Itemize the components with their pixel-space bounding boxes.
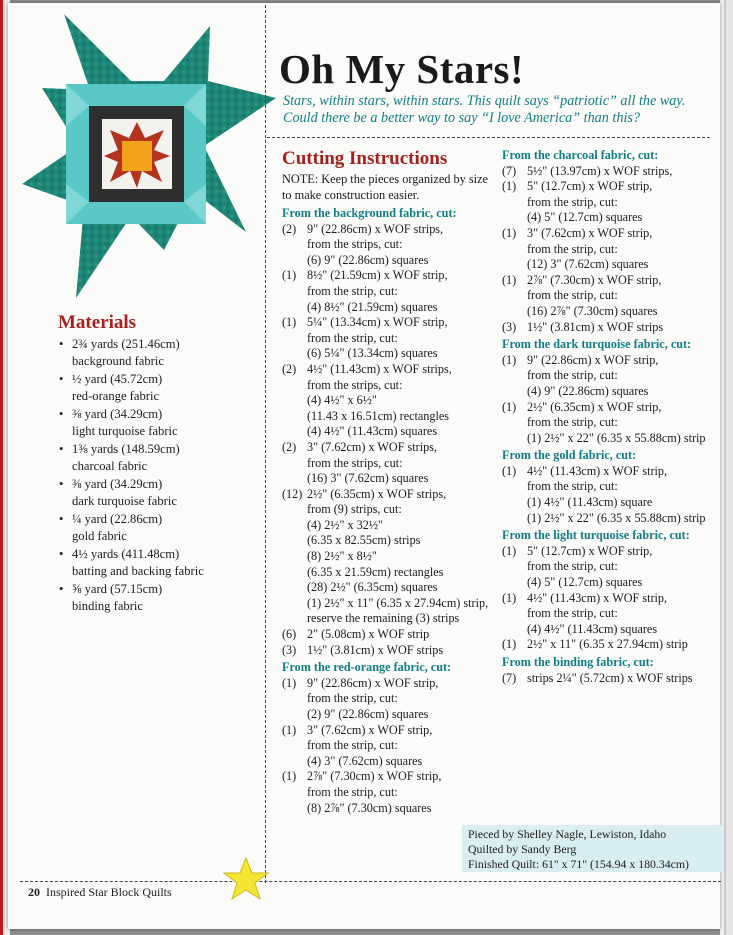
section-heading: From the binding fabric, cut: — [502, 655, 654, 669]
quilt-star-image — [14, 6, 282, 304]
material-item — [58, 511, 204, 545]
section-heading: From the light turquoise fabric, cut: — [502, 528, 690, 543]
entry-line: 4½" (11.43cm) x WOF strip, — [527, 590, 668, 605]
entry-line: 2½" (6.35cm) x WOF strips, — [307, 486, 447, 501]
entry-line: 8½" (21.59cm) x WOF strip, — [307, 268, 448, 283]
entry-line: (28) 2½" (6.35cm) squares — [307, 580, 438, 595]
cutting-entry — [502, 544, 717, 591]
entry-line: from the strip, cut: — [307, 784, 398, 799]
cutting-entry — [502, 637, 717, 653]
title-divider — [267, 137, 710, 138]
entry-line: (11.43 x 16.51cm) rectangles — [307, 408, 450, 423]
entry-quantity: (1) — [502, 272, 517, 287]
entry-quantity: (1) — [502, 637, 517, 652]
entry-line: 1½" (3.81cm) x WOF strips — [527, 319, 664, 334]
entry-quantity: (3) — [502, 319, 517, 334]
material-line2: gold fabric — [72, 529, 127, 543]
entry-line: 9" (22.86cm) x WOF strip, — [307, 675, 439, 690]
entry-quantity: (1) — [282, 722, 297, 737]
entry-line: (4) 4½" (11.43cm) squares — [527, 621, 658, 636]
cutting-column-2 — [502, 148, 717, 688]
cutting-entry — [282, 315, 497, 362]
entry-line: (6) 5¼" (13.34cm) squares — [307, 346, 438, 361]
page-footer — [28, 885, 172, 900]
entry-line: from the strip, cut: — [527, 415, 618, 430]
entry-quantity: (12) — [282, 486, 303, 501]
entry-line: 5" (12.7cm) x WOF strip, — [527, 179, 653, 194]
section-heading: From the dark turquoise fabric, cut: — [502, 337, 692, 352]
section-heading: From the gold fabric, cut: — [502, 448, 637, 463]
entry-line: (1) 2½" x 22" (6.35 x 55.88cm) strip — [527, 430, 706, 445]
entry-line: from the strip, cut: — [527, 288, 618, 303]
entry-quantity: (6) — [282, 627, 297, 642]
material-item — [58, 476, 204, 510]
material-line1: • ⅝ yard (57.15cm) — [72, 582, 163, 596]
section-heading: From the charcoal fabric, cut: — [502, 148, 659, 162]
cutting-entry — [502, 179, 717, 226]
cutting-entry — [502, 591, 717, 638]
cutting-entry — [502, 320, 717, 336]
entry-line: from the strip, cut: — [527, 194, 618, 209]
material-line1: • 4½ yards (411.48cm) — [72, 547, 180, 561]
material-line1: • ½ yard (45.72cm) — [72, 372, 163, 386]
page-title: Oh My Stars! — [279, 46, 525, 92]
entry-line: (1) 2½" x 22" (6.35 x 55.88cm) strip — [527, 510, 706, 525]
cutting-entry — [502, 164, 717, 180]
entry-line: reserve the remaining (3) strips — [307, 611, 460, 626]
entry-line: 3" (7.62cm) x WOF strip, — [307, 722, 433, 737]
credit-pieced: Pieced by Shelley Nagle, Lewiston, Idaho — [468, 827, 667, 841]
cutting-entry — [502, 400, 717, 447]
cutting-entry — [282, 268, 497, 315]
entry-line: 1½" (3.81cm) x WOF strips — [307, 642, 444, 657]
entry-line: (4) 5" (12.7cm) squares — [527, 575, 643, 590]
entry-line: (6.35 x 21.59cm) rectangles — [307, 564, 444, 579]
entry-line: (16) 2⅞" (7.30cm) squares — [527, 303, 658, 318]
entry-quantity: (1) — [282, 268, 297, 283]
entry-line: 5½" (13.97cm) x WOF strips, — [527, 163, 673, 178]
credit-finished: Finished Quilt: 61" x 71" (154.94 x 180.34cm) — [468, 857, 689, 871]
entry-line: 3" (7.62cm) x WOF strips, — [307, 439, 438, 454]
cutting-entry — [282, 362, 497, 440]
material-line1: • ⅜ yard (34.29cm) — [72, 407, 163, 421]
material-line1: • ¼ yard (22.86cm) — [72, 512, 163, 526]
entry-line: 9" (22.86cm) x WOF strip, — [527, 352, 659, 367]
gold-star-icon — [222, 856, 270, 902]
entry-quantity: (7) — [502, 670, 517, 685]
cutting-entry — [282, 723, 497, 770]
entry-line: from the strips, cut: — [307, 237, 403, 252]
entry-line: (6) 9" (22.86cm) squares — [307, 252, 429, 267]
book-title: Inspired Star Block Quilts — [46, 885, 172, 899]
entry-quantity: (1) — [282, 675, 297, 690]
entry-line: 2" (5.08cm) x WOF strip — [307, 627, 430, 642]
entry-line: (4) 3" (7.62cm) squares — [307, 753, 423, 768]
cutting-section — [502, 528, 717, 653]
credits-box — [462, 825, 723, 872]
entry-line: (12) 3" (7.62cm) squares — [527, 257, 649, 272]
section-heading: From the background fabric, cut: — [282, 206, 457, 220]
entry-line: 2⅞" (7.30cm) x WOF strip, — [527, 272, 662, 287]
entry-quantity: (3) — [282, 642, 297, 657]
entry-line: 4½" (11.43cm) x WOF strip, — [527, 463, 668, 478]
entry-line: (16) 3" (7.62cm) squares — [307, 471, 429, 486]
entry-quantity: (1) — [282, 769, 297, 784]
cutting-section — [502, 148, 717, 335]
cutting-section — [502, 655, 717, 686]
entry-line: from the strip, cut: — [527, 241, 618, 256]
vertical-divider — [265, 5, 266, 883]
entry-quantity: (2) — [282, 221, 297, 236]
cutting-heading: Cutting Instructions — [282, 148, 448, 169]
material-line1: • 1⅜ yards (148.59cm) — [72, 442, 180, 456]
entry-quantity: (1) — [502, 179, 517, 194]
materials-heading: Materials — [58, 312, 137, 333]
material-item — [58, 336, 204, 370]
cutting-entry — [282, 676, 497, 723]
entry-line: 9" (22.86cm) x WOF strips, — [307, 221, 444, 236]
entry-line: (1) 4½" (11.43cm) square — [527, 495, 653, 510]
cutting-entry — [502, 226, 717, 273]
cutting-section — [502, 448, 717, 526]
material-line2: binding fabric — [72, 599, 143, 613]
material-line2: batting and backing fabric — [72, 564, 204, 578]
entry-quantity: (1) — [502, 543, 517, 558]
cutting-entry — [282, 627, 497, 643]
materials-list — [58, 336, 204, 616]
entry-line: from the strip, cut: — [527, 559, 618, 574]
entry-line: from the strip, cut: — [307, 330, 398, 345]
entry-line: from the strip, cut: — [307, 283, 398, 298]
entry-quantity: (1) — [502, 399, 517, 414]
material-line1: • ⅜ yard (34.29cm) — [72, 477, 163, 491]
entry-line: (4) 9" (22.86cm) squares — [527, 383, 649, 398]
subtitle: Stars, within stars, within stars. This quilt says “patriotic” all the way. Could there be a better way to say “I love America” than this? — [283, 93, 686, 126]
entry-line: (2) 9" (22.86cm) squares — [307, 707, 429, 721]
entry-line: (1) 2½" x 11" (6.35 x 27.94cm) strip, — [307, 595, 489, 610]
cutting-section — [502, 337, 717, 446]
entry-line: 4½" (11.43cm) x WOF strips, — [307, 361, 452, 376]
entry-line: 2½" x 11" (6.35 x 27.94cm) strip — [527, 637, 688, 652]
material-line2: charcoal fabric — [72, 459, 148, 473]
material-line2: dark turquoise fabric — [72, 494, 177, 508]
material-line1: • 2¾ yards (251.46cm) — [72, 337, 180, 351]
entry-line: 3" (7.62cm) x WOF strip, — [527, 225, 653, 240]
cutting-entry — [282, 643, 497, 659]
entry-line: (4) 5" (12.7cm) squares — [527, 210, 643, 225]
cutting-section — [282, 206, 497, 658]
material-item — [58, 581, 204, 615]
material-item — [58, 406, 204, 440]
cutting-entry — [502, 353, 717, 400]
cutting-entry — [502, 464, 717, 526]
material-line2: red-orange fabric — [72, 389, 160, 403]
cutting-entry — [502, 273, 717, 320]
entry-line: from the strip, cut: — [527, 606, 618, 621]
material-line2: light turquoise fabric — [72, 424, 178, 438]
entry-line: (4) 8½" (21.59cm) squares — [307, 299, 438, 314]
entry-quantity: (1) — [502, 590, 517, 605]
entry-line: (8) 2⅞" (7.30cm) squares — [307, 800, 432, 815]
cutting-entry — [282, 487, 497, 627]
entry-quantity: (1) — [502, 352, 517, 367]
entry-line: (6.35 x 82.55cm) strips — [307, 533, 421, 548]
footer-divider — [20, 881, 721, 882]
material-item — [58, 441, 204, 475]
entry-quantity: (1) — [502, 225, 517, 240]
page-number: 20 — [28, 885, 40, 899]
credit-quilted: Quilted by Sandy Berg — [468, 842, 577, 856]
entry-line: from the strips, cut: — [307, 455, 403, 470]
entry-line: from the strip, cut: — [307, 738, 398, 753]
entry-quantity: (7) — [502, 163, 517, 178]
entry-quantity: (1) — [502, 463, 517, 478]
entry-line: from the strip, cut: — [307, 691, 398, 706]
cutting-entry — [282, 440, 497, 487]
entry-quantity: (2) — [282, 439, 297, 454]
cutting-section — [282, 660, 497, 816]
entry-line: 5¼" (13.34cm) x WOF strip, — [307, 315, 448, 330]
cutting-column-1 — [282, 206, 497, 818]
entry-line: 2½" (6.35cm) x WOF strip, — [527, 399, 662, 414]
entry-line: (8) 2½" x 8½" — [307, 549, 377, 564]
section-heading: From the red-orange fabric, cut: — [282, 660, 452, 675]
entry-line: from (9) strips, cut: — [307, 502, 402, 517]
cutting-note: NOTE: Keep the pieces organized by size to make construction easier. — [282, 172, 489, 202]
material-line2: background fabric — [72, 354, 164, 368]
entry-line: from the strip, cut: — [527, 368, 618, 383]
cutting-entry — [282, 769, 497, 816]
cutting-entry — [502, 671, 717, 687]
entry-line: (4) 2½" x 32½" — [307, 517, 383, 532]
entry-quantity: (1) — [282, 315, 297, 330]
entry-line: (4) 4½" (11.43cm) squares — [307, 424, 438, 439]
entry-quantity: (2) — [282, 361, 297, 376]
entry-line: strips 2¼" (5.72cm) x WOF strips — [527, 670, 693, 685]
cutting-entry — [282, 222, 497, 269]
material-item — [58, 546, 204, 580]
material-item — [58, 371, 204, 405]
entry-line: 2⅞" (7.30cm) x WOF strip, — [307, 769, 442, 784]
right-page-edge — [720, 0, 733, 935]
entry-line: 5" (12.7cm) x WOF strip, — [527, 543, 653, 558]
entry-line: from the strips, cut: — [307, 377, 403, 392]
entry-line: (4) 4½" x 6½" — [307, 393, 377, 408]
entry-line: from the strip, cut: — [527, 479, 618, 494]
